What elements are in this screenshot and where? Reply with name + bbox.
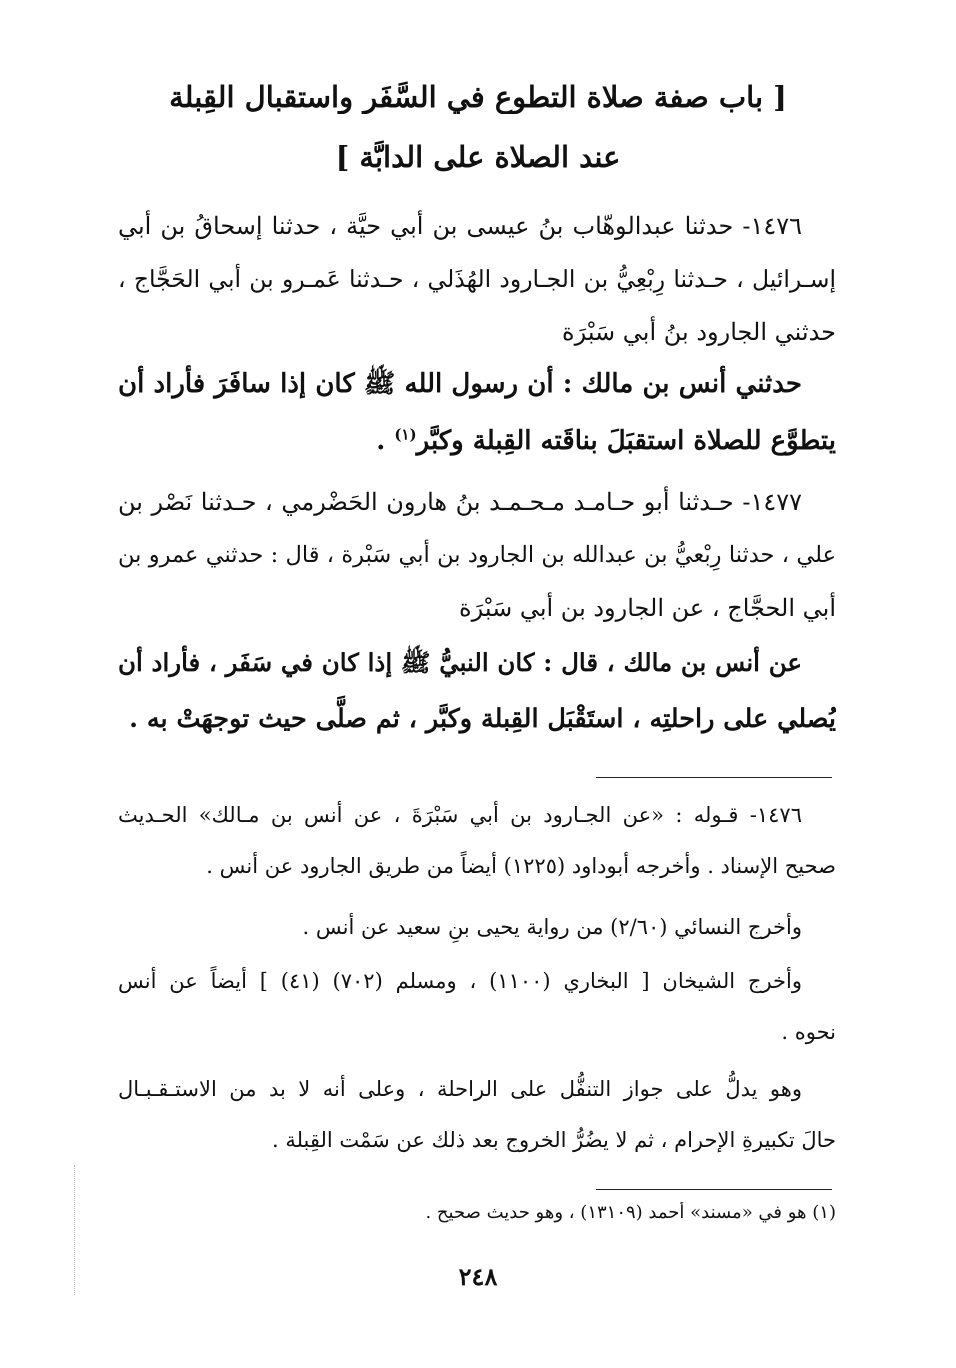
text-line: يُصلي على راحلتِه ، استَقْبَل القِبلة وكبَّر ، ثم صلَّى حيث توجهَتْ به .: [129, 704, 836, 734]
chapter-heading-line-2: عند الصلاة على الدابَّة ]: [335, 140, 621, 174]
page-number: ٢٤٨: [458, 1262, 498, 1291]
chapter-heading-line-1: [ باب صفة صلاة التطوع في السَّفَر واستقبال القِبلة: [169, 80, 787, 114]
text-line: وأخرج النسائي (٢/٦٠) من رواية يحيى بنِ سعيد عن أنس .: [302, 915, 802, 939]
commentary-nasai: [118, 902, 836, 953]
text-line: حدثني الجارود بنُ أبي سَبْرَة: [562, 318, 836, 346]
hadith-1477-isnad: [118, 476, 836, 635]
footnote-separator: [596, 1189, 832, 1190]
text-line: حالَ تكبيرةِ الإحرام ، ثم لا يضُرُّ الخروج بعد ذلك عن سَمْت القِبلة .: [271, 1128, 836, 1152]
text-line: أبي الحجَّاج ، عن الجارود بن أبي سَبْرَة: [459, 594, 836, 622]
commentary-1476: [118, 790, 836, 892]
hadith-1476-isnad: [118, 200, 836, 359]
text-line: عن أنس بن مالك ، قال : كان النبيُّ ﷺ إذا كان في سَفَر ، فأراد أن: [118, 648, 802, 677]
text-line: [118, 413, 836, 470]
text-line: إسـرائيل ، حـدثنا رِبْعِيُّ بن الجـارود الهُذَلي ، حـدثنا عَمـرو بن أبي الحَجَّاج ،: [118, 265, 836, 293]
margin-dotted-line: [74, 1165, 75, 1295]
hadith-1476-matn: [118, 356, 836, 470]
text-line: حدثني أنس بن مالك : أن رسول الله ﷺ كان إذا سافَرَ فأراد أن: [118, 369, 802, 399]
text-line: ١٤٧٧- حـدثنا أبو حـامـد مـحـمـد بنُ هارون الحَضْرمي ، حـدثنا نَصْر بن: [118, 488, 802, 516]
matn-end: .: [376, 426, 395, 456]
text-line: وأخرج الشيخان [ البخاري (١١٠٠) ، ومسلم (٧٠٢) (٤١) ] أيضاً عن أنس: [118, 969, 803, 993]
commentary-shaykhan: [118, 956, 836, 1058]
footnote: (١) هو في «مسند» أحمد (١٣١٠٩) ، وهو حديث صحيح .: [425, 1202, 836, 1223]
commentary-separator: [596, 777, 832, 778]
hadith-1477-matn: [118, 634, 836, 748]
text-line: علي ، حدثنا رِبْعيُّ بن عبدالله بن الجارود بن أبي سَبْرة ، قال : حدثني عمرو بن: [118, 542, 836, 568]
text-line: صحيح الإسناد . وأخرجه أبوداود (١٢٢٥) أيضاً من طريق الجارود عن أنس .: [206, 854, 836, 878]
text-line: وهو يدلُّ على جواز التنفُّل على الراحلة ، وعلى أنه لا بد من الاستـقـبـال: [118, 1077, 802, 1101]
footnote-marker: (١): [394, 425, 417, 444]
text-line: ١٤٧٦- حدثنا عبدالوهّاب بنُ عيسى بن أبي حيَّة ، حدثنا إسحاقُ بن أبي: [118, 212, 802, 240]
text-line: نحوه .: [781, 1020, 836, 1044]
text-line: ١٤٧٦- قـوله : «عن الجـارود بن أبي سَبْرَةَ ، عن أنس بن مـالك» الحـديث: [118, 803, 802, 827]
commentary-fiqh-note: [118, 1064, 836, 1166]
matn-text: يتطوَّع للصلاة استقبَلَ بناقَته القِبلة وكبَّر: [416, 426, 836, 456]
